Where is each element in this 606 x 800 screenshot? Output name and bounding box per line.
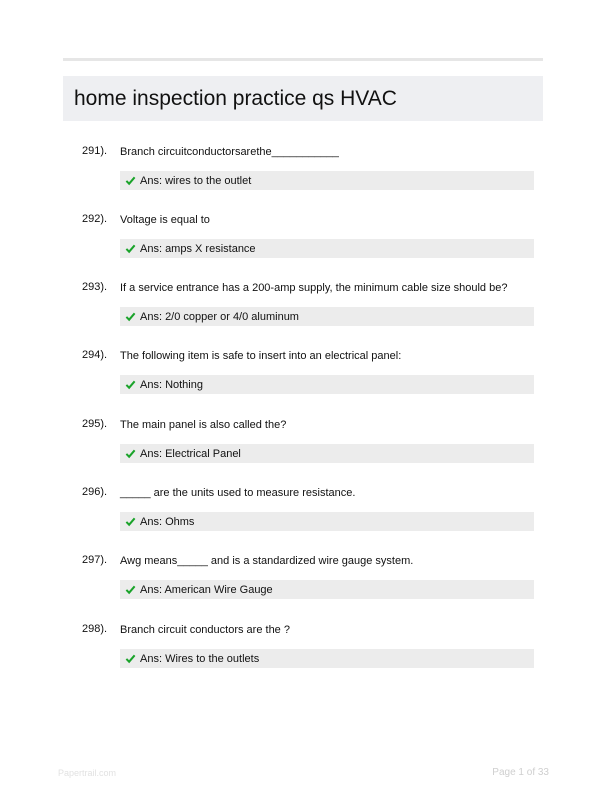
check-icon <box>125 584 136 595</box>
question-text: The following item is safe to insert into an electrical panel: <box>120 350 402 362</box>
question-number: 292). <box>82 213 108 225</box>
answer-text: Ans: Nothing <box>140 378 203 391</box>
answer-box <box>120 512 534 531</box>
check-icon <box>125 243 136 254</box>
question-text: Voltage is equal to <box>120 214 210 226</box>
answer-box <box>120 649 534 668</box>
question-text: The main panel is also called the? <box>120 419 287 431</box>
question-text: Branch circuit conductors are the ? <box>120 624 290 636</box>
question-item <box>0 418 606 478</box>
check-icon <box>125 653 136 664</box>
question-item <box>0 554 606 614</box>
question-item <box>0 145 606 205</box>
page-title: home inspection practice qs HVAC <box>74 86 397 110</box>
question-number: 291). <box>82 145 108 157</box>
answer-text: Ans: amps X resistance <box>140 242 256 255</box>
question-number: 294). <box>82 349 108 361</box>
answer-text: Ans: Ohms <box>140 515 195 528</box>
answer-text: Ans: wires to the outlet <box>140 174 252 187</box>
question-item <box>0 349 606 409</box>
answer-text: Ans: 2/0 copper or 4/0 aluminum <box>140 310 299 323</box>
answer-text: Ans: Wires to the outlets <box>140 652 260 665</box>
check-icon <box>125 175 136 186</box>
answer-box <box>120 171 534 190</box>
answer-text: Ans: American Wire Gauge <box>140 583 273 596</box>
question-item <box>0 623 606 683</box>
answer-box <box>120 580 534 599</box>
check-icon <box>125 311 136 322</box>
question-number: 295). <box>82 418 108 430</box>
answer-box <box>120 307 534 326</box>
question-text: Branch circuitconductorsarethe___________ <box>120 146 339 158</box>
answer-box <box>120 239 534 258</box>
check-icon <box>125 379 136 390</box>
question-item <box>0 213 606 273</box>
check-icon <box>125 516 136 527</box>
question-item <box>0 281 606 341</box>
question-number: 298). <box>82 623 108 635</box>
answer-text: Ans: Electrical Panel <box>140 447 241 460</box>
question-number: 296). <box>82 486 108 498</box>
question-text: If a service entrance has a 200-amp supply, the minimum cable size should be? <box>120 282 508 294</box>
page-indicator: Page 1 of 33 <box>492 767 549 778</box>
question-text: Awg means_____ and is a standardized wire gauge system. <box>120 555 414 567</box>
footer-watermark: Papertrail.com <box>58 768 117 778</box>
question-item <box>0 486 606 546</box>
check-icon <box>125 448 136 459</box>
answer-box <box>120 375 534 394</box>
question-number: 297). <box>82 554 108 566</box>
top-divider <box>63 58 543 61</box>
answer-box <box>120 444 534 463</box>
question-number: 293). <box>82 281 108 293</box>
title-band <box>63 76 543 121</box>
question-text: _____ are the units used to measure resistance. <box>120 487 356 499</box>
